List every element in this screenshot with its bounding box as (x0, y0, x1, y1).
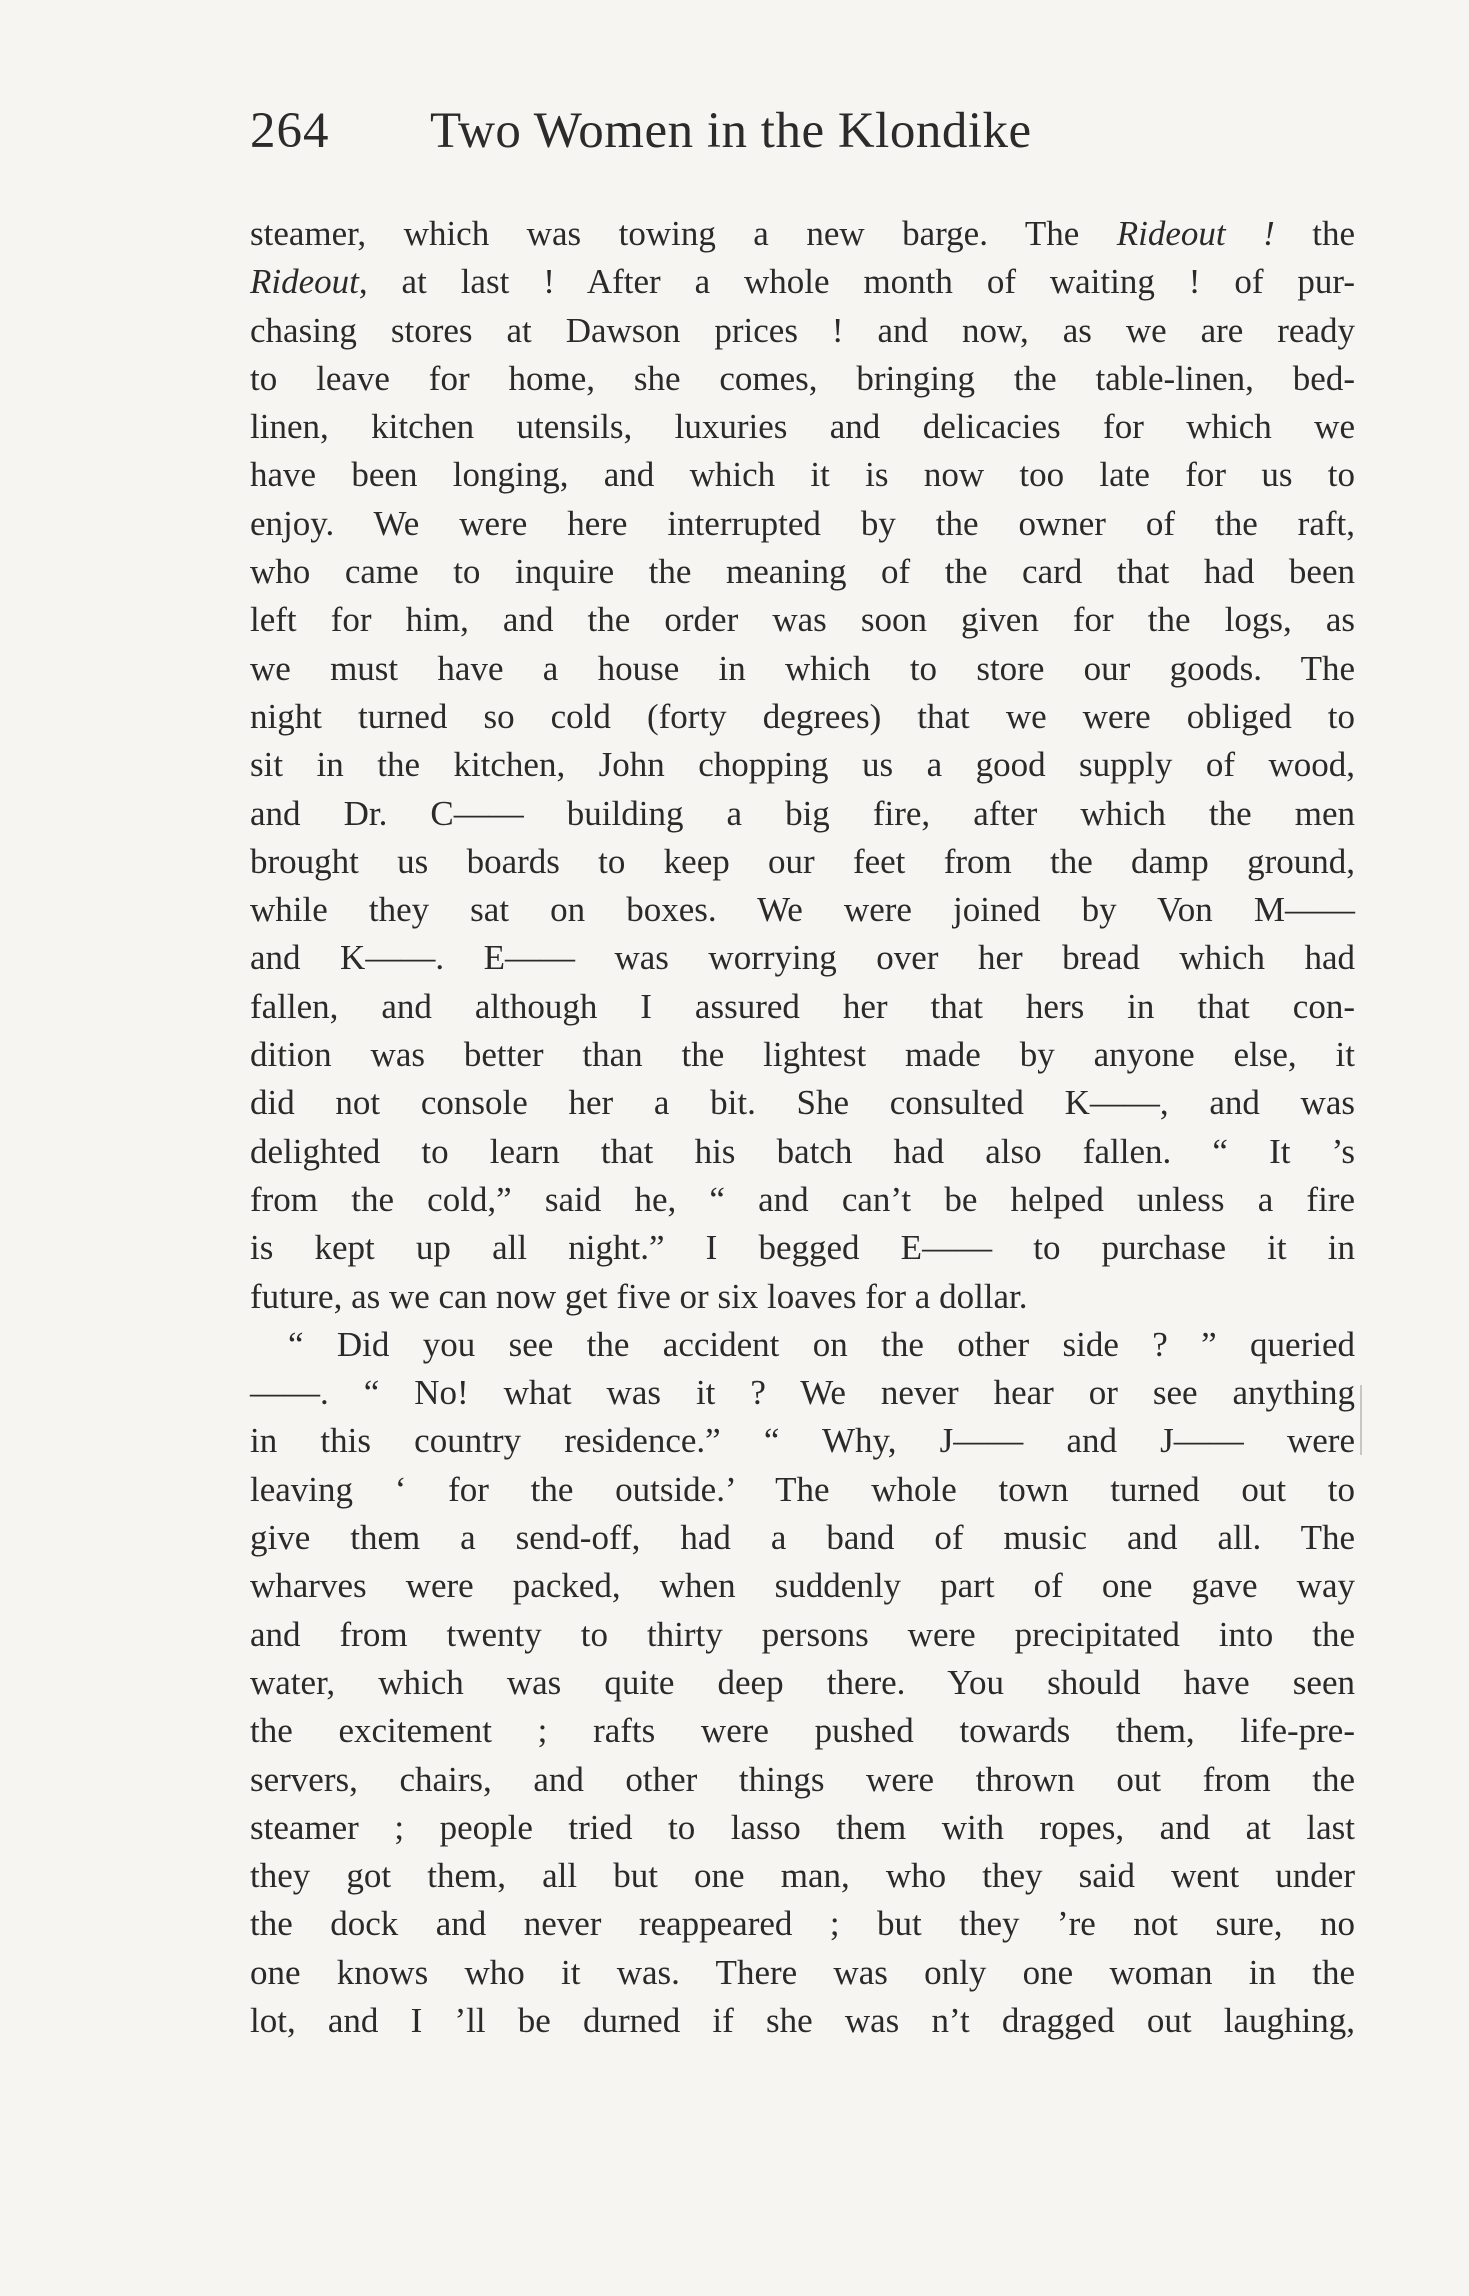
text-line: did not console her a bit. She consulted K——, and was (250, 1083, 1355, 1123)
text-line: left for him, and the order was soon given for the logs, as (250, 600, 1355, 640)
text-line: ——. “ No! what was it ? We never hear or see anything (250, 1373, 1355, 1413)
text-line: and from twenty to thirty persons were precipitated into the (250, 1614, 1355, 1654)
text-line: sit in the kitchen, John chopping us a good supply of wood, (250, 745, 1355, 785)
text-line: chasing stores at Dawson prices ! and now, as we are ready (250, 310, 1355, 350)
text-line: wharves were packed, when suddenly part of one gave way (250, 1566, 1355, 1606)
text-line: is kept up all night.” I begged E—— to purchase it in (250, 1228, 1355, 1268)
text-line (250, 210, 1355, 258)
margin-mark (1360, 1385, 1362, 1455)
text-line: steamer ; people tried to lasso them with ropes, and at last (250, 1807, 1355, 1847)
text-line: enjoy. We were here interrupted by the owner of the raft, (250, 503, 1355, 543)
text-line: fallen, and although I assured her that hers in that con- (250, 986, 1355, 1026)
text-segment: , at last ! After a whole month of waiting ! of pur- (358, 262, 1355, 302)
italic-ship-name: Rideout (250, 262, 359, 302)
text-line: “ Did you see the accident on the other side ? ” queried (288, 1324, 1355, 1364)
text-line: they got them, all but one man, who they said went under (250, 1856, 1355, 1896)
text-line: servers, chairs, and other things were thrown out from the (250, 1759, 1355, 1799)
italic-ship-name: Rideout ! (1116, 214, 1275, 253)
text-line: and K——. E—— was worrying over her bread which had (250, 938, 1355, 978)
text-line: the excitement ; rafts were pushed towards them, life-pre- (250, 1711, 1355, 1751)
text-segment: steamer, which was towing a new barge. The (250, 214, 1117, 253)
text-line: delighted to learn that his batch had also fallen. “ It ’s (250, 1131, 1355, 1171)
text-line: while they sat on boxes. We were joined by Von M—— (250, 890, 1355, 930)
running-head: Two Women in the Klondike (430, 103, 1032, 159)
text-line: who came to inquire the meaning of the card that had been (250, 552, 1355, 592)
text-line: water, which was quite deep there. You should have seen (250, 1662, 1355, 1702)
text-line: brought us boards to keep our feet from the damp ground, (250, 841, 1355, 881)
text-line: we must have a house in which to store our goods. The (250, 648, 1355, 688)
text-line: and Dr. C—— building a big fire, after which the men (250, 793, 1355, 833)
page-header (250, 96, 1270, 166)
text-line (250, 258, 1355, 306)
body-text (250, 210, 1355, 2045)
text-line: leaving ‘ for the outside.’ The whole town turned out to (250, 1469, 1355, 1509)
text-line: lot, and I ’ll be durned if she was n’t dragged out laughing, (250, 2000, 1355, 2040)
text-line: give them a send-off, had a band of music and all. The (250, 1518, 1355, 1558)
text-line: one knows who it was. There was only one woman in the (250, 1952, 1355, 1992)
page-number: 264 (250, 103, 330, 159)
text-line: the dock and never reappeared ; but they ’re not sure, no (250, 1904, 1355, 1944)
text-line: night turned so cold (forty degrees) that we were obliged to (250, 696, 1355, 736)
text-line: to leave for home, she comes, bringing the table-linen, bed- (250, 358, 1355, 398)
text-line: dition was better than the lightest made by anyone else, it (250, 1035, 1355, 1075)
text-line: future, as we can now get five or six loaves for a dollar. (250, 1276, 1028, 1316)
text-line: have been longing, and which it is now too late for us to (250, 455, 1355, 495)
text-line: from the cold,” said he, “ and can’t be helped unless a fire (250, 1179, 1355, 1219)
text-line: linen, kitchen utensils, luxuries and delicacies for which we (250, 407, 1355, 447)
text-segment: the (1274, 214, 1355, 253)
text-line: in this country residence.” “ Why, J—— and J—— were (250, 1421, 1355, 1461)
